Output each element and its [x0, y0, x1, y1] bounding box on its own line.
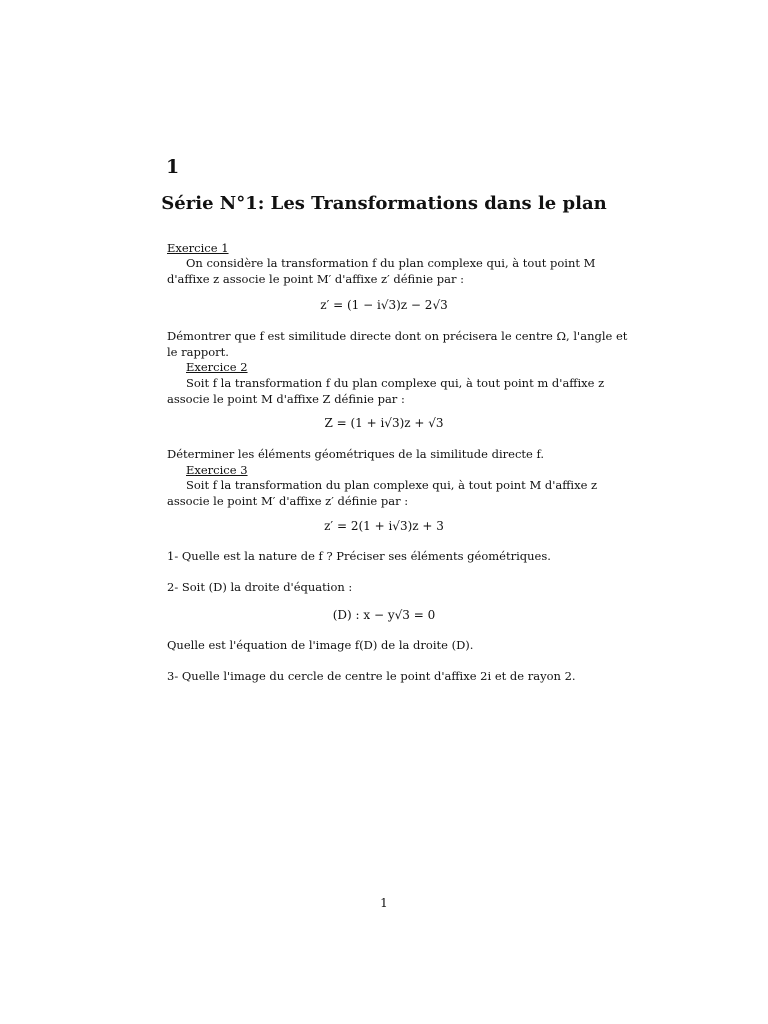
- exercise-2-formula: Z = (1 + i√3)z + √3: [324, 416, 444, 430]
- exercise-3-formula-2: (D) : x − y√3 = 0: [332, 608, 436, 622]
- exercise-2-heading: Exercice 2: [186, 360, 248, 374]
- exercise-1-heading: Exercice 1: [167, 241, 229, 255]
- exercise-1-line-1: On considère la transformation f du plan complexe qui, à tout point M: [186, 256, 596, 270]
- exercise-1-question-line-1: Démontrer que f est similitude directe dont on précisera le centre Ω, l'angle et: [167, 329, 628, 343]
- exercise-3-question-3: 3- Quelle l'image du cercle de centre le point d'affixe 2i et de rayon 2.: [167, 669, 576, 683]
- exercise-1-question-line-2: le rapport.: [167, 345, 229, 359]
- exercise-1-line-2: d'affixe z associe le point M′ d'affixe z′ définie par :: [167, 272, 465, 286]
- chapter-number: 1: [166, 156, 180, 178]
- exercise-3-formula: z′ = 2(1 + i√3)z + 3: [324, 519, 444, 533]
- exercise-3-line-2: associe le point M′ d'affixe z′ définie par :: [167, 494, 409, 508]
- exercise-1-formula: z′ = (1 − i√3)z − 2√3: [320, 298, 448, 312]
- exercise-2-line-2: associe le point M d'affixe Z définie par :: [167, 392, 405, 406]
- exercise-3-question-2b: Quelle est l'équation de l'image f(D) de la droite (D).: [167, 638, 474, 652]
- exercise-2-question: Déterminer les éléments géométriques de la similitude directe f.: [167, 447, 545, 461]
- exercise-2-line-1: Soit f la transformation f du plan complexe qui, à tout point m d'affixe z: [186, 376, 605, 390]
- exercise-3-heading: Exercice 3: [186, 463, 248, 477]
- page-title: Série N°1: Les Transformations dans le plan: [161, 193, 607, 214]
- exercise-3-question-1: 1- Quelle est la nature de f ? Préciser ses éléments géométriques.: [167, 549, 551, 563]
- exercise-3-line-1: Soit f la transformation du plan complexe qui, à tout point M d'affixe z: [186, 478, 598, 492]
- exercise-3-question-2: 2- Soit (D) la droite d'équation :: [167, 580, 353, 594]
- page-number: 1: [380, 896, 388, 910]
